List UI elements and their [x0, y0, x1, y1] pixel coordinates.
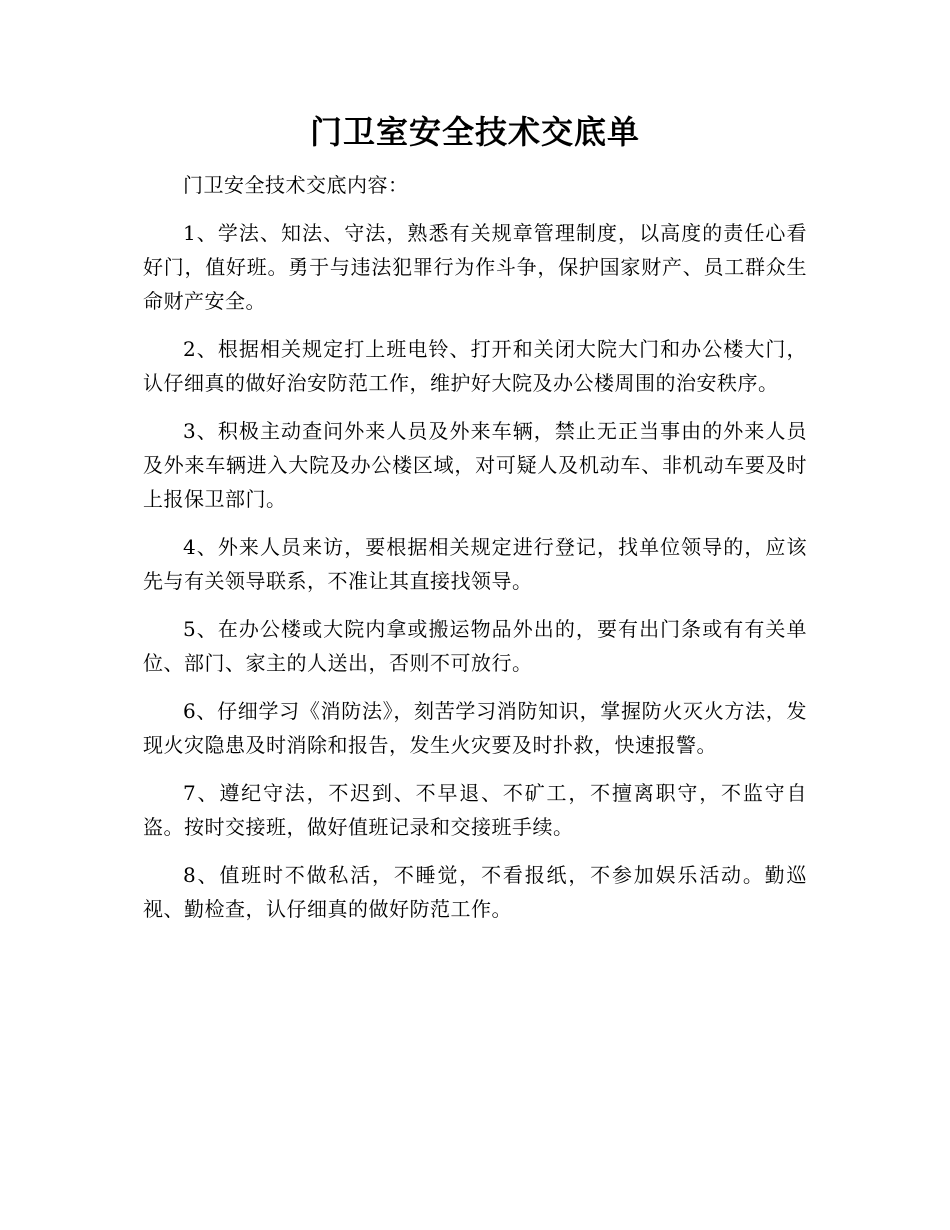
document-body	[143, 168, 807, 926]
paragraph-5: 5、在办公楼或大院内拿或搬运物品外出的，要有出门条或有有关单位、部门、家主的人送出，否则不可放行。	[143, 617, 807, 675]
paragraph-2: 2、根据相关规定打上班电铃、打开和关闭大院大门和办公楼大门，认仔细真的做好治安防范工作，维护好大院及办公楼周围的治安秩序。	[143, 337, 807, 395]
paragraph-7: 7、遵纪守法，不迟到、不早退、不矿工，不擅离职守，不监守自盗。按时交接班，做好值班记录和交接班手续。	[143, 781, 807, 839]
intro-line: 门卫安全技术交底内容：	[183, 173, 409, 197]
paragraph-1: 1、学法、知法、守法，熟悉有关规章管理制度，以高度的责任心看好门，值好班。勇于与违法犯罪行为作斗争，保护国家财产、员工群众生命财产安全。	[143, 221, 807, 313]
paragraph-4: 4、外来人员来访，要根据相关规定进行登记，找单位领导的，应该先与有关领导联系，不准让其直接找领导。	[143, 535, 807, 593]
paragraph-3: 3、积极主动查问外来人员及外来车辆，禁止无正当事由的外来人员及外来车辆进入大院及办公楼区域，对可疑人及机动车、非机动车要及时上报保卫部门。	[143, 419, 807, 511]
paragraph-8: 8、值班时不做私活，不睡觉，不看报纸，不参加娱乐活动。勤巡视、勤检查，认仔细真的做好防范工作。	[143, 863, 807, 921]
document-title: 门卫室安全技术交底单	[309, 113, 640, 151]
paragraph-6: 6、仔细学习《消防法》，刻苦学习消防知识，掌握防火灭火方法，发现火灾隐患及时消除和报告，发生火灾要及时扑救，快速报警。	[143, 699, 807, 757]
